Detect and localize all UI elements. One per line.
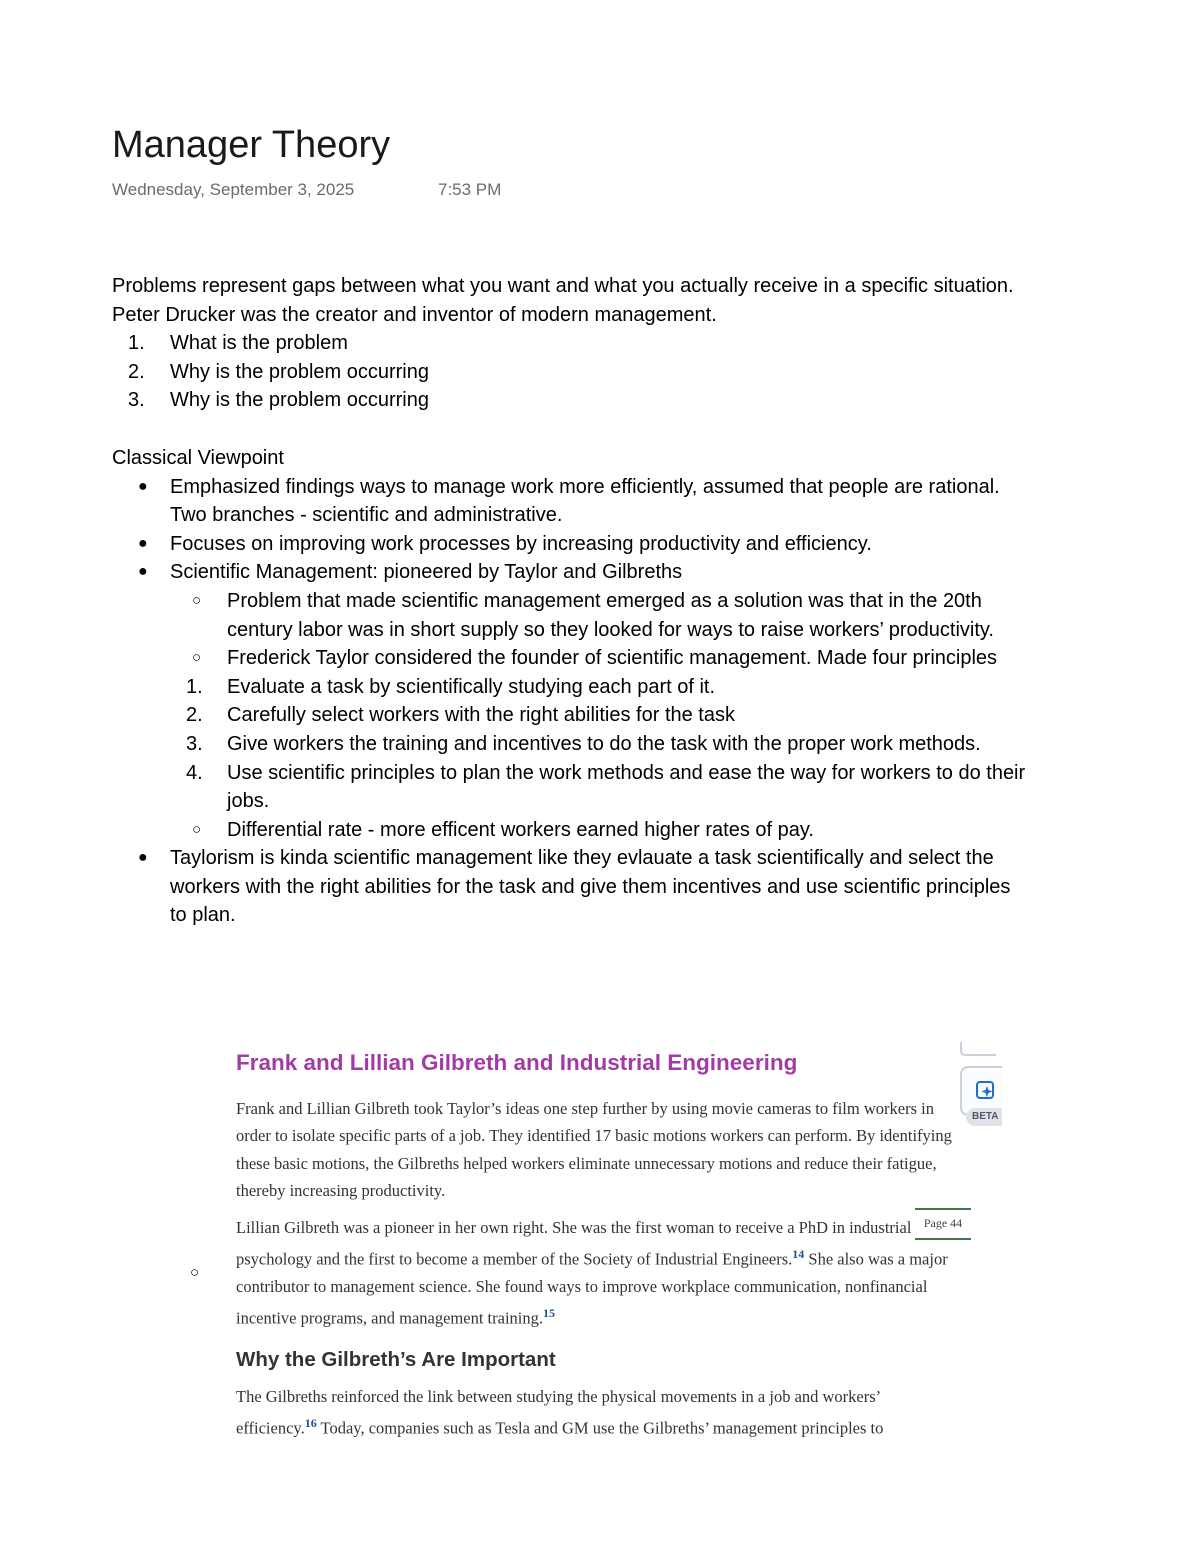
circle-bullet-icon: ○ [192, 649, 202, 667]
principle-item: 4. Use scientific principles to plan the work methods and ease the way for workers to do their jobs. [186, 761, 1026, 813]
list-item: 2. Why is the problem occurring [128, 360, 429, 383]
screenshot-subheading: Why the Gilbreth’s Are Important [236, 1348, 556, 1371]
sparkle-icon [976, 1081, 998, 1103]
principle-item: 1. Evaluate a task by scientifically studying each part of it. [186, 675, 716, 698]
bullet-icon: ● [138, 534, 148, 552]
circle-bullet-icon: ○ [192, 820, 202, 838]
bullet-item: ● Emphasized findings ways to manage work more efficiently, assumed that people are rational. Two branches - scientific and administrative. [112, 473, 1032, 530]
note-date: Wednesday, September 3, 2025 [112, 180, 355, 199]
bullet-item: ● Focuses on improving work processes by increasing productivity and efficiency. [112, 530, 1032, 559]
bullet-icon: ● [138, 477, 148, 495]
side-panel-edge [960, 1042, 996, 1056]
page-marker: Page 44 [915, 1208, 971, 1240]
intro-paragraph: Problems represent gaps between what you want and what you actually receive in a specific situation. [112, 275, 1014, 297]
footnote-ref: 15 [542, 1306, 555, 1321]
bullet-item: ● Taylorism is kinda scientific management like they evlauate a task scientifically and select the workers with the right abilities for the task and give them incentives and use scientific principles to plan. [112, 844, 1032, 930]
principle-item: 2. Carefully select workers with the right abilities for the task [186, 704, 735, 727]
bullet-item: ● Scientific Management: pioneered by Taylor and Gilbreths [112, 558, 1032, 587]
bullet-icon: ● [138, 849, 148, 867]
circle-bullet-icon: ○ [190, 1264, 200, 1281]
sub-bullet-item: ○ Problem that made scientific management emerged as a solution was that in the 20th century labor was in short supply so they looked for ways to raise workers’ productivity. [112, 587, 1032, 644]
note-time: 7:53 PM [438, 180, 502, 199]
beta-badge: BETA [966, 1108, 1002, 1126]
screenshot-paragraph: The Gilbreths reinforced the link between studying the physical movements in a job and workers’ efficiency.$^{16}$ Today, companies such as Tesla and GM use the Gilbreths’ management principles to [236, 1387, 884, 1438]
bullet-icon: ● [138, 563, 148, 581]
screenshot-heading: Frank and Lillian Gilbreth and Industrial Engineering [236, 1050, 798, 1075]
screenshot-paragraph: Lillian Gilbreth was a pioneer in her own right. She was the first woman to receive a PhD in industrial psychology and the first to become a member of the Society of Industrial Engineers.$^{14}$ She also was a major contributor to management science. She found ways to improve workplace communication, nonfinancial incentive programs, and management training.$^{15}$ [236, 1218, 948, 1328]
page-title: Manager Theory [112, 124, 391, 166]
section-heading: Classical Viewpoint [112, 446, 284, 469]
drucker-paragraph: Peter Drucker was the creator and inventor of modern management. [112, 303, 717, 326]
textbook-screenshot [222, 1042, 999, 1438]
sub-bullet-item: ○ Frederick Taylor considered the founder of scientific management. Made four principles [112, 644, 1032, 673]
footnote-ref: 14 [792, 1247, 805, 1262]
sub-bullet-item: ○ Differential rate - more efficent workers earned higher rates of pay. [112, 816, 1032, 845]
list-item: 3. Why is the problem occurring [128, 389, 429, 412]
principle-item: 3. Give workers the training and incentives to do the task with the proper work methods. [186, 732, 981, 755]
screenshot-paragraph: Frank and Lillian Gilbreth took Taylor’s ideas one step further by using movie cameras to film workers in order to isolate specific parts of a job. They identified 17 basic motions workers can perform. By identifying these basic motions, the Gilbreths helped workers eliminate unnecessary motions and reduce their fatigue, thereby increasing productivity. [236, 1099, 952, 1200]
circle-bullet-icon: ○ [192, 591, 202, 609]
note-body [112, 272, 1032, 930]
list-item: 1. What is the problem [128, 332, 348, 355]
footnote-ref: 16 [304, 1416, 317, 1431]
